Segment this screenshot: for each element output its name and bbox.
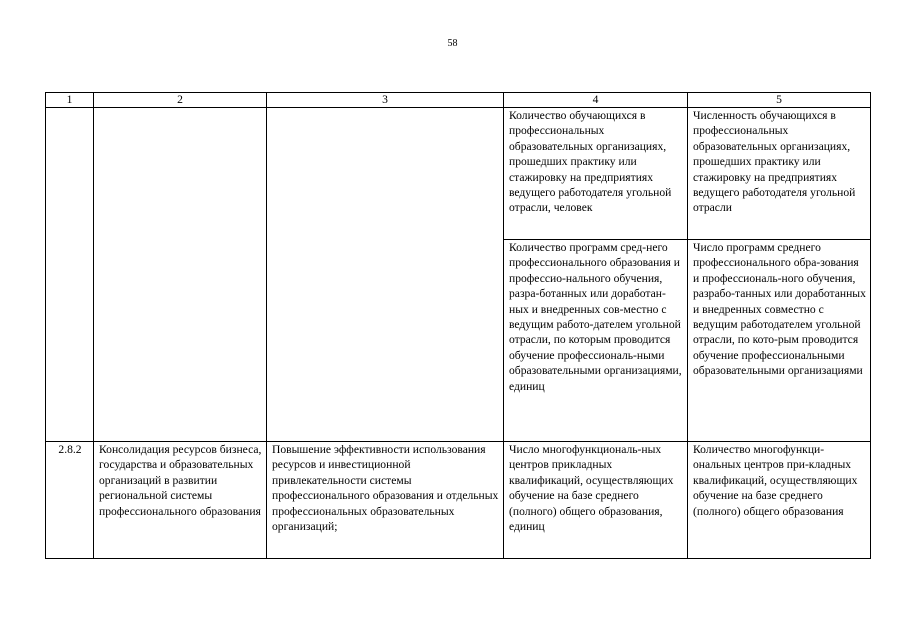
item-number-cell: 2.8.2 — [46, 442, 94, 559]
indicator-description-cell: Численность обучающихся в профессиональных образовательных организациях, прошедших практику или стажировку на предприятиях ведущего работодателя угольной отрасли — [688, 108, 871, 240]
header-cell-5: 5 — [688, 93, 871, 108]
header-cell-1: 1 — [46, 93, 94, 108]
table-header-row — [46, 93, 871, 108]
table-row — [46, 108, 871, 240]
indicator-description-cell: Количество многофункци-ональных центров при-кладных квалификаций, осуществляющих обучение на базе среднего (полного) общего образования — [688, 442, 871, 559]
empty-cell — [46, 108, 94, 442]
indicator-cell: Количество обучающихся в профессиональных образовательных организациях, прошедших практику или стажировку на предприятиях ведущего работодателя угольной отрасли, человек — [504, 108, 688, 240]
indicator-description-cell: Число программ среднего профессионального обра-зования и профессиональ-ного обучения, разрабо-танных или доработанных и внедренных совместно с ведущим работодателем угольной отрасли, по кото-рым проводится обучение профессиональными образовательными организациями — [688, 240, 871, 442]
indicator-cell: Число многофункциональ-ных центров прикладных квалификаций, осуществляющих обучение на базе среднего (полного) общего образования, единиц — [504, 442, 688, 559]
indicator-cell: Количество программ сред-него профессионального образования и профессио-нального обучения, разра-ботанных или доработан-ных и внедренных сов-местно с ведущим работо-дателем угольной отрасли, по которым проводится обучение профессиональ-ными образовательными организациями, единиц — [504, 240, 688, 442]
task-cell: Консолидация ресурсов бизнеса, государства и образовательных организаций в развитии региональной системы профессионального образования — [94, 442, 267, 559]
empty-cell — [267, 108, 504, 442]
measure-cell: Повышение эффективности использования ресурсов и инвестиционной привлекательности системы профессионального образования и отдельных профессиональных образовательных организаций; — [267, 442, 504, 559]
indicators-table — [45, 92, 871, 559]
header-cell-3: 3 — [267, 93, 504, 108]
header-cell-4: 4 — [504, 93, 688, 108]
page-number: 58 — [447, 38, 458, 49]
table-row — [46, 442, 871, 559]
empty-cell — [94, 108, 267, 442]
header-cell-2: 2 — [94, 93, 267, 108]
